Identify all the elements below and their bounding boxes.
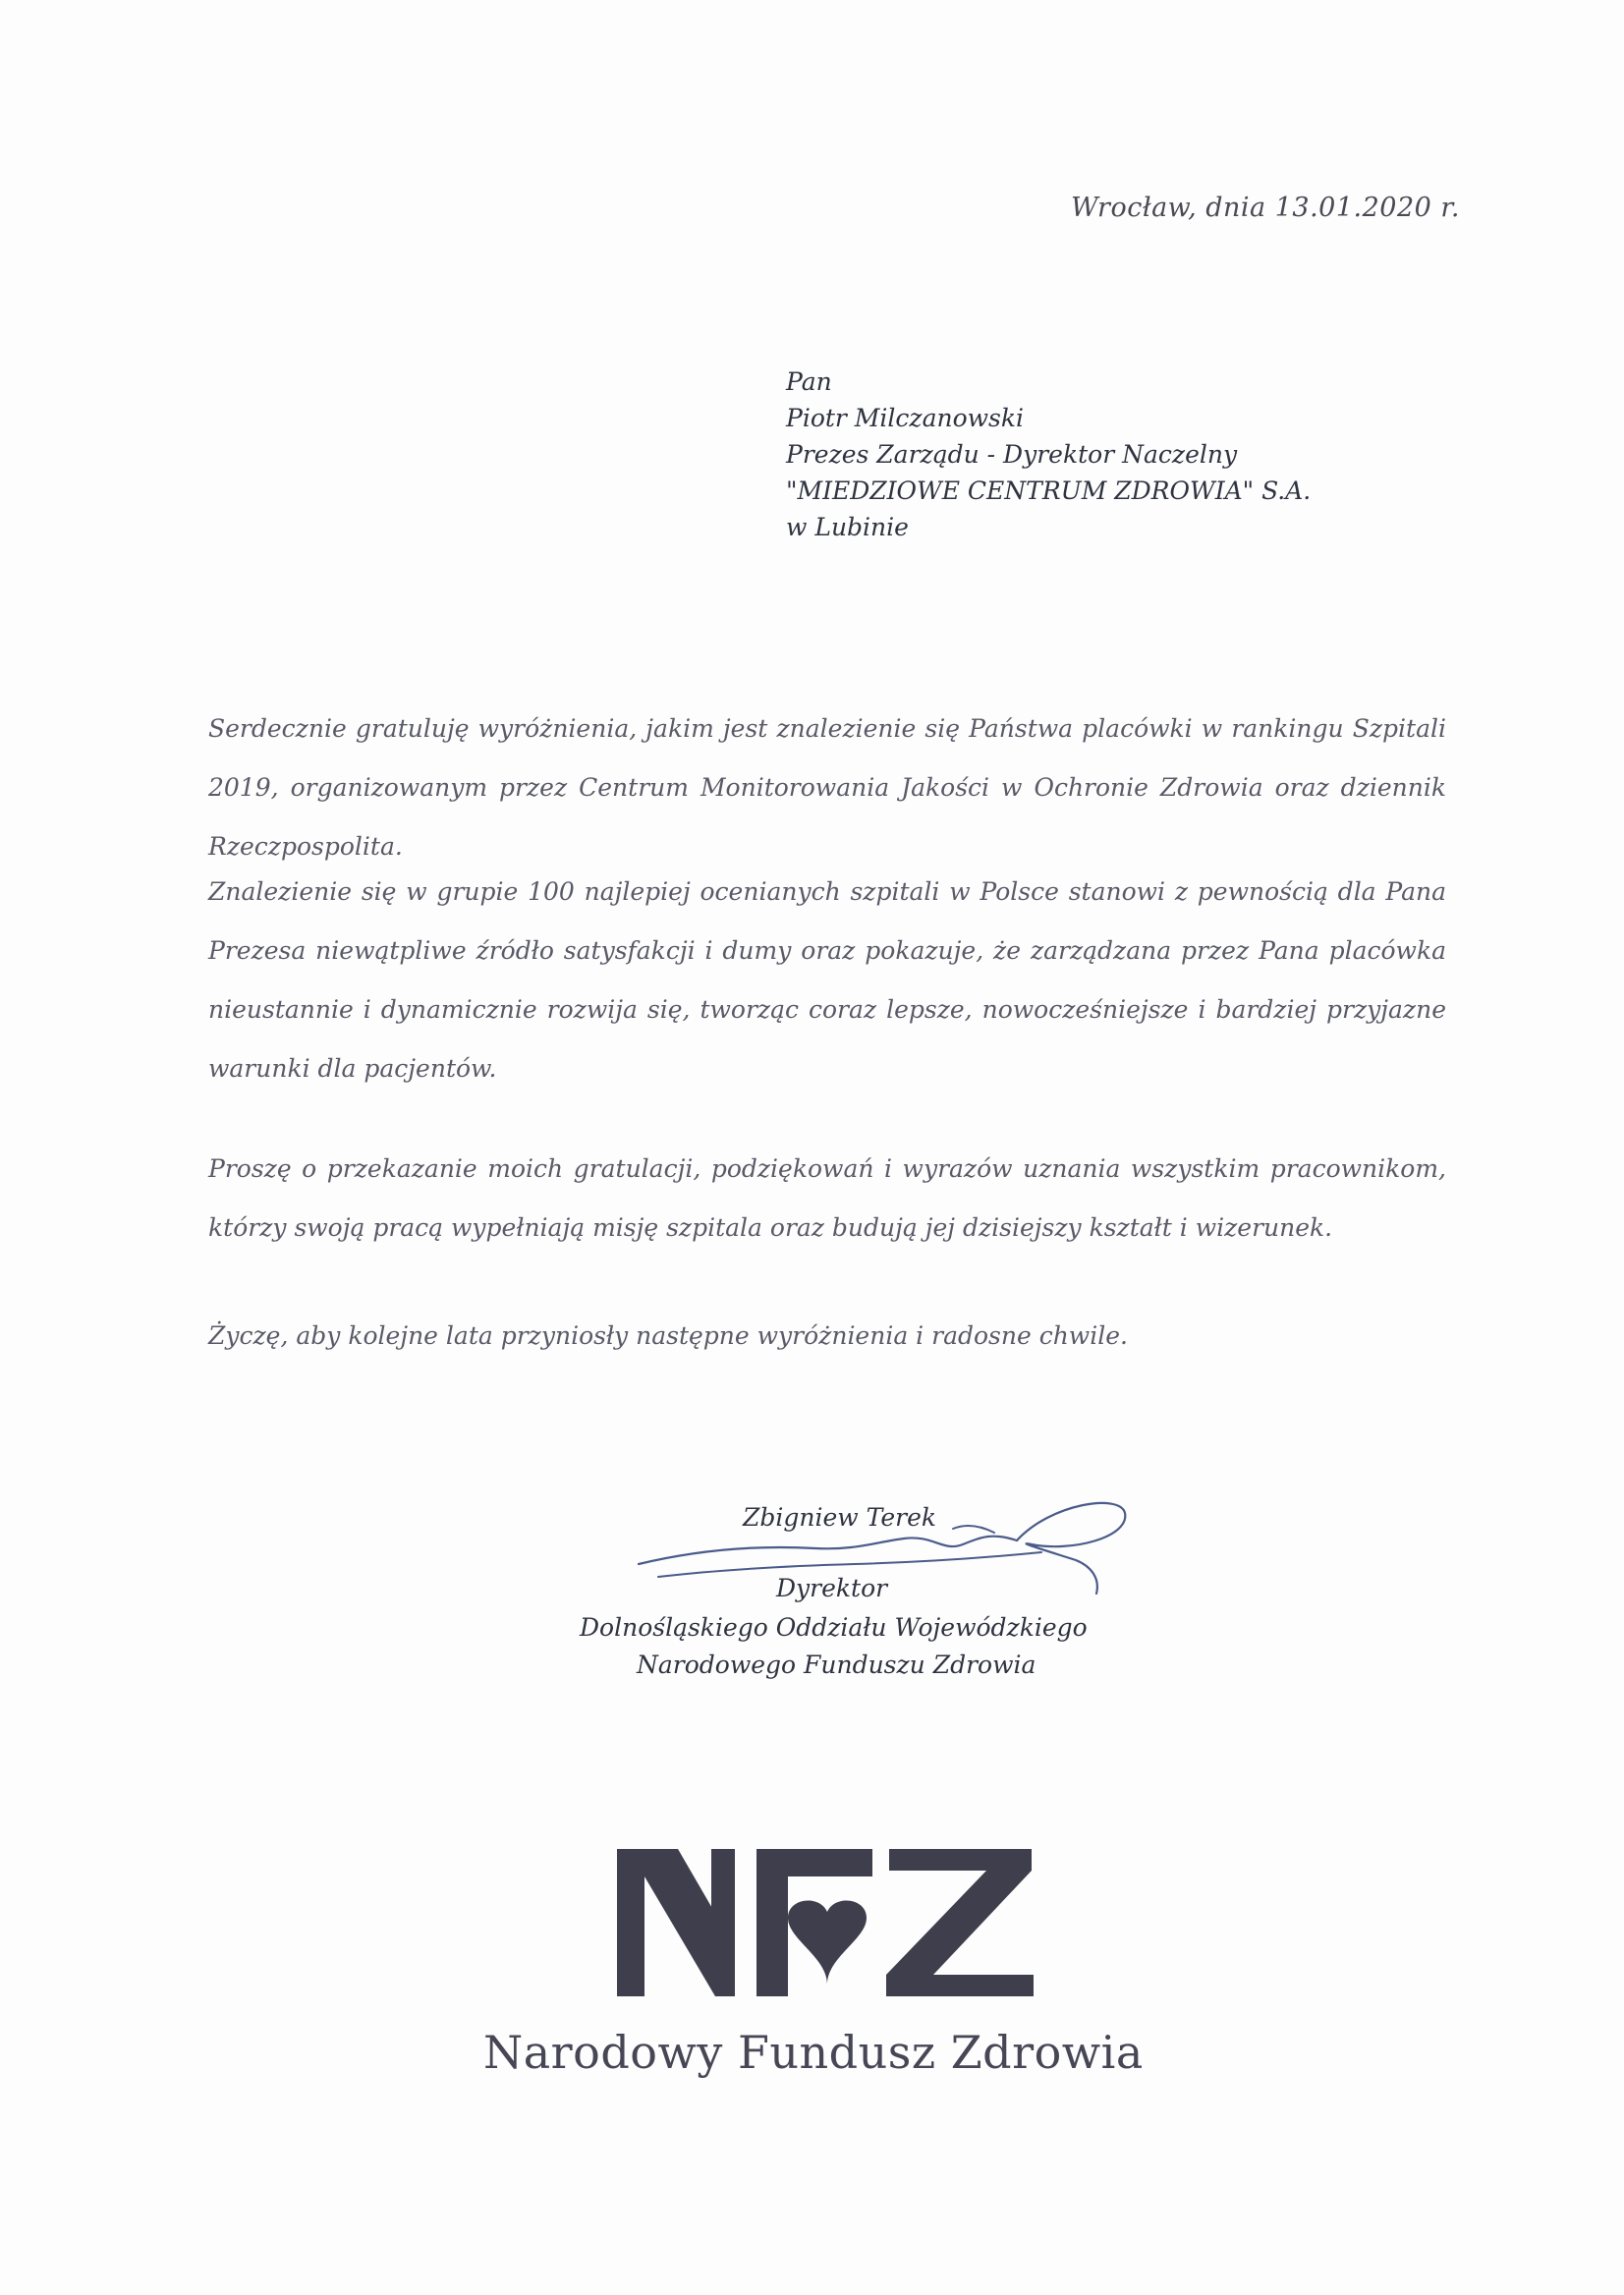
letter-paragraph-3: Proszę o przekazanie moich gratulacji, podziękowań i wyrazów uznania wszystkim pracownikom, którzy swoją pracą wypełniają misję szpitala oraz budują jej dzisiejszy kształt i wizerunek.: [208, 1154, 1446, 1242]
logo-caption: Narodowy Fundusz Zdrowia: [483, 2026, 1144, 2079]
letter-date: Wrocław, dnia 13.01.2020 r.: [1071, 193, 1460, 223]
recipient-organization: "MIEDZIOWE CENTRUM ZDROWIA" S.A.: [786, 476, 1312, 505]
signatory-organization-line-2: Narodowego Funduszu Zdrowia: [637, 1651, 1036, 1679]
recipient-salutation: Pan: [786, 367, 832, 396]
signature-block: [511, 1503, 1140, 1719]
letter-paragraph-1: Serdecznie gratuluję wyróżnienia, jakim jest znalezienie się Państwa placówki w rankingu Szpitali 2019, organizowanym przez Centrum Monitorowania Jakości w Ochronie Zdrowia oraz dziennik Rzeczpospolita.: [208, 714, 1446, 861]
recipient-location: w Lubinie: [786, 513, 909, 541]
letter-paragraph-2: Znalezienie się w grupie 100 najlepiej ocenianych szpitali w Polsce stanowi z pewnością dla Pana Prezesa niewątpliwe źródło satysfakcji i dumy oraz pokazuje, że zarządzana przez Pana placówka nieustannie i dynamicznie rozwija się, tworząc coraz lepsze, nowocześniejsze i bardziej przyjazne warunki dla pacjentów.: [208, 877, 1446, 1083]
signatory-title: Dyrektor: [776, 1574, 888, 1602]
recipient-name: Piotr Milczanowski: [786, 404, 1025, 432]
letter-paragraph-4: Życzę, aby kolejne lata przyniosły następne wyróżnienia i radosne chwile.: [208, 1321, 1128, 1350]
recipient-address: [786, 364, 1311, 545]
signatory-name: Zbigniew Terek: [743, 1503, 937, 1532]
recipient-position: Prezes Zarządu - Dyrektor Naczelny: [786, 440, 1238, 469]
nfz-logo: [609, 1837, 1041, 2004]
signatory-organization-line-1: Dolnośląskiego Oddziału Wojewódzkiego: [580, 1613, 1088, 1642]
